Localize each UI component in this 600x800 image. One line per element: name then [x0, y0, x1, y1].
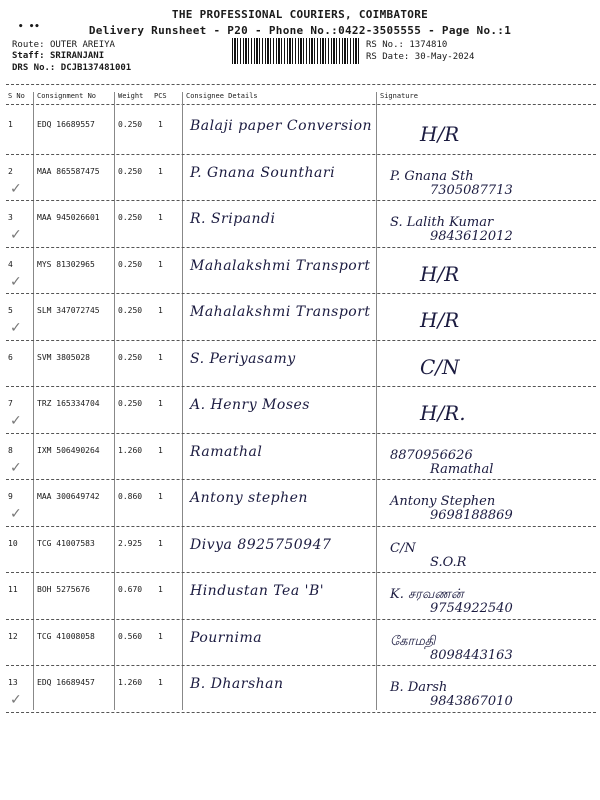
row-consignee: Ramathal [190, 443, 263, 460]
row-sno: 10 [8, 538, 18, 548]
route-line [12, 40, 115, 50]
check-icon: ✓ [10, 692, 22, 708]
row-consignee: Balaji paper Conversion [190, 118, 373, 134]
column-header-divider [6, 104, 596, 105]
row-divider [6, 340, 596, 341]
rs-date-line [366, 52, 474, 62]
row-signature: H/R [420, 122, 460, 146]
row-sno: 3 [8, 213, 13, 222]
check-icon: ✓ [10, 227, 22, 243]
row-pcs: 1 [158, 120, 163, 129]
row-consignment: TRZ 165334704 [37, 399, 100, 408]
col-consignment: Consignment No [37, 92, 97, 100]
row-weight: 0.250 [118, 213, 143, 222]
row-signature-note: Ramathal [430, 461, 494, 477]
row-consignee: Hindustan Tea 'B' [190, 583, 325, 599]
row-divider [6, 247, 596, 248]
row-consignee: Mahalakshmi Transport [190, 257, 371, 274]
row-pcs: 1 [158, 585, 163, 594]
row-consignee: P. Gnana Sounthari [190, 164, 336, 181]
row-signature: 8870956626 [390, 447, 473, 463]
row-consignment: EDQ 16689457 [37, 678, 95, 687]
check-icon: ✓ [10, 320, 22, 336]
check-icon: ✓ [10, 413, 22, 429]
row-signature: P. Gnana Sth [390, 168, 474, 184]
row-consignment: BOH 5275676 [37, 585, 90, 594]
row-sno: 13 [8, 678, 18, 687]
row-sno: 2 [8, 166, 13, 176]
row-sno: 9 [8, 492, 13, 501]
drs-line [12, 63, 131, 73]
row-weight: 0.250 [118, 166, 143, 176]
col-pcs: PCS [154, 92, 167, 100]
row-weight: 0.250 [118, 120, 143, 129]
row-weight: 1.260 [118, 445, 143, 455]
row-divider [6, 386, 596, 387]
header-dots: • •• [18, 22, 40, 32]
runsheet-title: Delivery Runsheet - P20 - Phone No.:0422-3505555 - Page No.:1 [88, 24, 512, 37]
row-consignee: Mahalakshmi Transport [190, 304, 371, 320]
staff-line [12, 51, 104, 61]
row-weight: 0.250 [118, 259, 143, 269]
row-sno: 8 [8, 445, 13, 455]
row-pcs: 1 [158, 166, 163, 176]
col-rule [376, 92, 377, 710]
col-sno: S No [8, 92, 25, 100]
row-consignee: Divya 8925750947 [190, 536, 332, 553]
row-signature-note: 9754922540 [430, 601, 513, 616]
col-weight: Weight [118, 92, 144, 100]
row-consignment: TCG 41008058 [37, 631, 95, 641]
col-rule [33, 92, 34, 710]
check-icon: ✓ [10, 459, 22, 476]
row-pcs: 1 [158, 259, 163, 269]
row-pcs: 1 [158, 399, 163, 408]
row-signature-note: 9698188869 [430, 508, 513, 523]
row-signature-note: 9843867010 [430, 694, 513, 709]
row-consignee: Antony stephen [190, 490, 308, 506]
route-label: Route: [12, 40, 45, 50]
row-sno: 6 [8, 352, 13, 362]
row-signature: C/N [420, 354, 460, 379]
row-consignment: SVM 3805028 [37, 352, 90, 362]
row-pcs: 1 [158, 445, 163, 455]
row-sno: 7 [8, 399, 13, 408]
row-consignee: A. Henry Moses [190, 397, 310, 413]
header-divider [6, 84, 596, 85]
row-divider [6, 479, 596, 480]
row-consignee: Pournima [190, 629, 263, 646]
col-rule [114, 92, 115, 710]
row-signature: H/R [420, 261, 460, 286]
row-divider [6, 572, 596, 573]
row-weight: 0.670 [118, 585, 143, 594]
barcode-icon [232, 38, 360, 64]
row-signature: C/N [390, 540, 416, 556]
drs-label: DRS No.: [12, 63, 56, 73]
row-consignment: EDQ 16689557 [37, 120, 95, 129]
row-weight: 0.860 [118, 492, 143, 501]
row-consignment: MAA 865587475 [37, 166, 100, 176]
row-signature: கோமதி [390, 633, 436, 649]
row-signature: S. Lalith Kumar [390, 215, 494, 230]
row-divider [6, 526, 596, 527]
row-divider [6, 619, 596, 620]
rs-no-label: RS No.: [366, 40, 404, 50]
row-signature-note: 7305087713 [430, 182, 513, 198]
row-pcs: 1 [158, 631, 163, 641]
row-divider [6, 154, 596, 155]
check-icon: ✓ [10, 273, 22, 290]
row-consignment: TCG 41007583 [37, 538, 95, 548]
check-icon: ✓ [10, 180, 22, 197]
row-pcs: 1 [158, 678, 163, 687]
row-signature-note: S.O.R [430, 554, 467, 570]
row-signature: H/R [420, 308, 460, 332]
rs-date-value: 30-May-2024 [414, 52, 475, 62]
row-pcs: 1 [158, 538, 163, 548]
row-weight: 1.260 [118, 678, 143, 687]
row-divider [6, 433, 596, 434]
row-consignee: S. Periyasamy [190, 350, 296, 367]
row-pcs: 1 [158, 306, 163, 315]
row-consignment: IXM 506490264 [37, 445, 100, 455]
row-divider [6, 712, 596, 713]
drs-value: DCJB137481001 [60, 63, 132, 73]
check-icon: ✓ [10, 506, 22, 522]
row-signature: Antony Stephen [390, 494, 496, 509]
row-weight: 0.250 [118, 352, 143, 362]
row-divider [6, 293, 596, 294]
row-weight: 0.560 [118, 631, 143, 641]
col-consignee: Consignee Details [186, 92, 258, 100]
row-pcs: 1 [158, 213, 163, 222]
row-sno: 5 [8, 306, 13, 315]
row-sno: 12 [8, 631, 18, 641]
company-title: THE PROFESSIONAL COURIERS, COIMBATORE [171, 8, 429, 21]
row-consignment: MAA 945026601 [37, 213, 100, 222]
row-signature: H/R. [420, 401, 466, 425]
row-divider [6, 665, 596, 666]
row-weight: 2.925 [118, 538, 143, 548]
row-signature-note: 8098443163 [430, 647, 513, 663]
row-consignee: B. Dharshan [190, 676, 284, 692]
row-signature-note: 9843612012 [430, 229, 513, 244]
row-consignment: MYS 81302965 [37, 259, 95, 269]
row-divider [6, 200, 596, 201]
row-consignee: R. Sripandi [190, 211, 276, 227]
col-rule [182, 92, 183, 710]
row-weight: 0.250 [118, 306, 143, 315]
staff-label: Staff: [12, 51, 45, 61]
rs-no-line [366, 40, 447, 50]
row-sno: 1 [8, 120, 13, 129]
row-pcs: 1 [158, 352, 163, 362]
staff-value: SRIRANJANI [49, 51, 105, 61]
row-signature: K. சரவணன் [390, 587, 464, 602]
row-sno: 4 [8, 259, 13, 269]
row-pcs: 1 [158, 492, 163, 501]
rs-date-label: RS Date: [366, 52, 410, 62]
row-consignment: SLM 347072745 [37, 306, 100, 315]
rs-no-value: 1374810 [409, 40, 448, 50]
row-sno: 11 [8, 585, 18, 594]
route-value: OUTER AREIYA [49, 40, 115, 50]
row-consignment: MAA 300649742 [37, 492, 100, 501]
row-signature: B. Darsh [390, 680, 448, 695]
row-weight: 0.250 [118, 399, 143, 408]
col-signature: Signature [380, 92, 418, 100]
